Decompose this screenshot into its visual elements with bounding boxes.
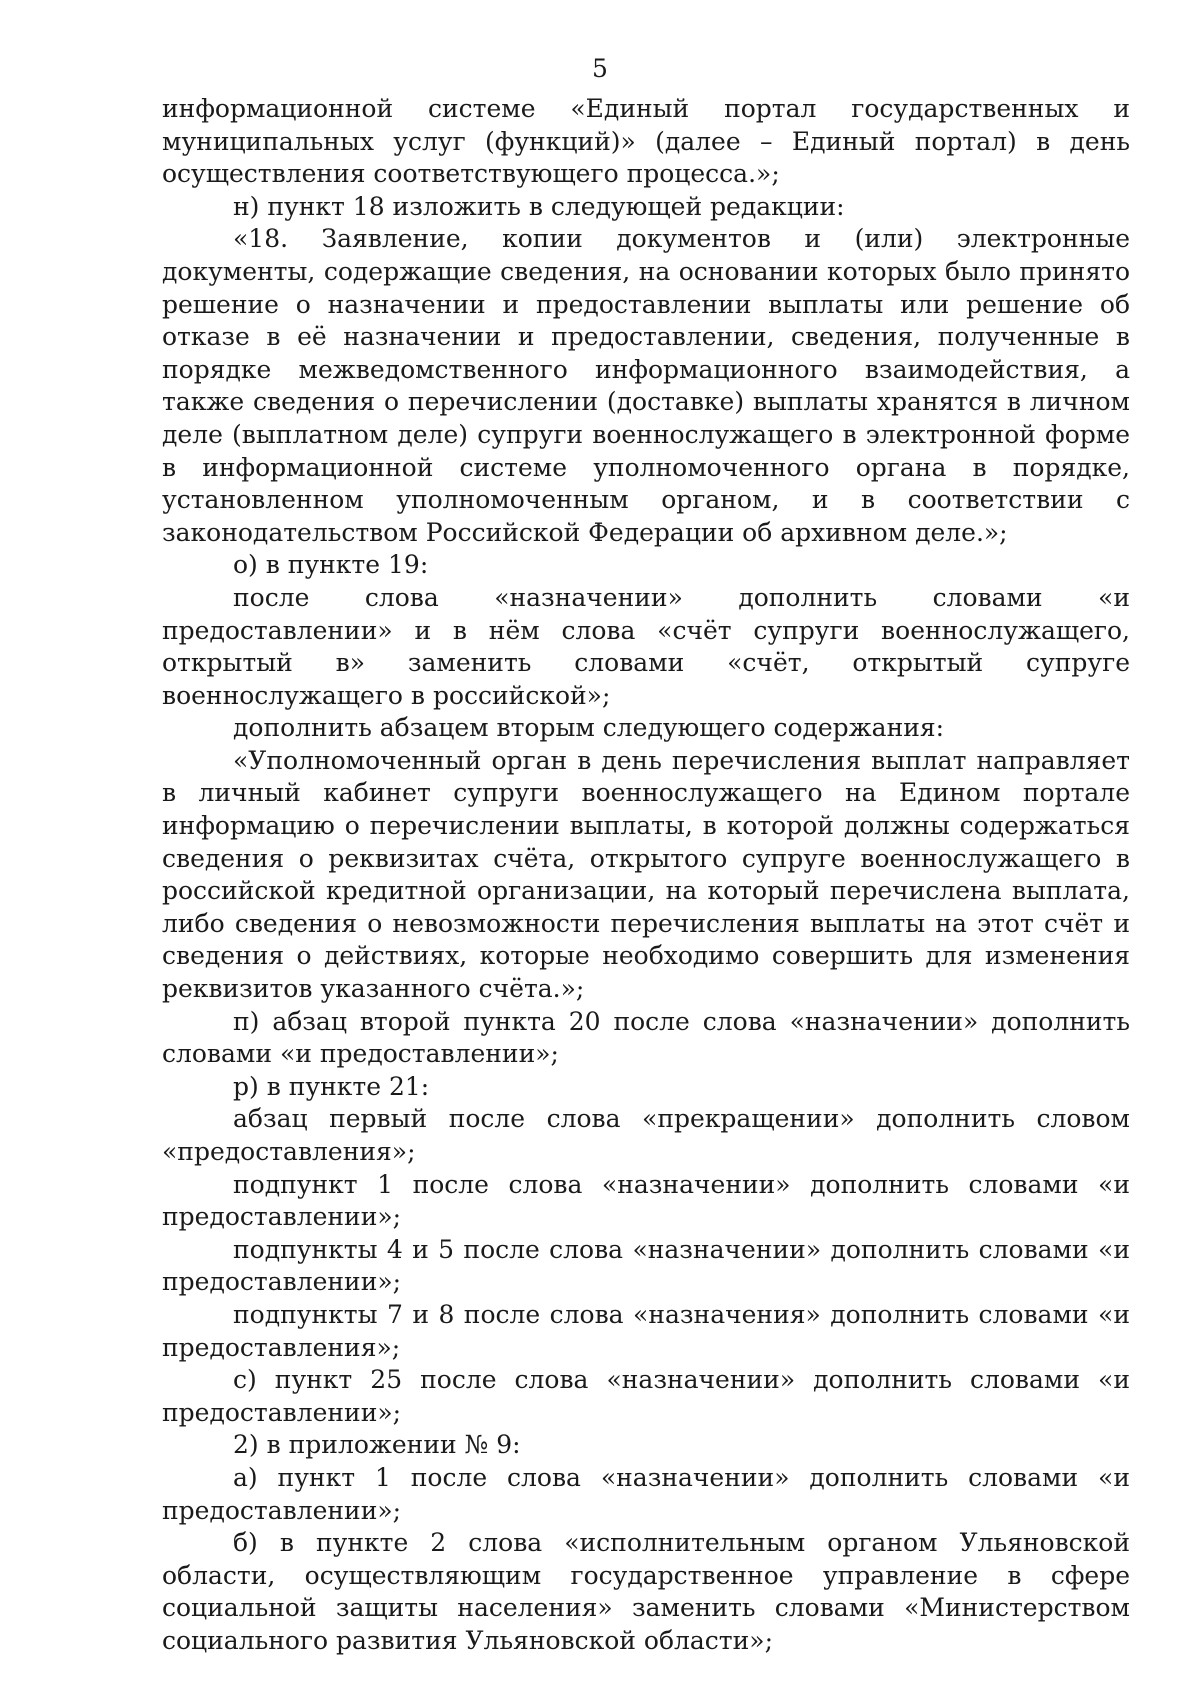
paragraph: а) пункт 1 после слова «назначении» дополнить словами «и предоставлении»; (162, 1462, 1130, 1525)
paragraph: подпункты 7 и 8 после слова «назначения» дополнить словами «и предоставления»; (162, 1299, 1130, 1362)
paragraph: р) в пункте 21: (233, 1071, 430, 1101)
page-number: 5 (592, 54, 608, 83)
paragraph: «18. Заявление, копии документов и (или) электронные документы, содержащие сведения, на основании которых было принято решение о назначении и предоставлении выплаты или решение об отказе в её назначении и предоставлении, сведения, полученные в порядке межведомственного информационного взаимодействия, а также сведения о перечислении (доставке) выплаты хранятся в личном деле (выплатном деле) супруги военнослужащего в электронной форме в информационной системе уполномоченного органа в порядке, установленном уполномоченным органом, и в соответствии с законодательством Российской Федерации об архивном деле.»; (162, 224, 1130, 547)
paragraph: информационной системе «Единый портал государственных и муниципальных услуг (функций)» (далее – Единый портал) в день осуществления соответствующего процесса.»; (162, 94, 1130, 189)
paragraph: «Уполномоченный орган в день перечисления выплат направляет в личный кабинет супруги военнослужащего на Едином портале информацию о перечислении выплаты, в которой должны содержаться сведения о реквизитах счёта, открытого супруге военнослужащего в российской кредитной организации, на который перечислена выплата, либо сведения о невозможности перечисления выплаты на этот счёт и сведения о действиях, которые необходимо совершить для изменения реквизитов указанного счёта.»; (162, 745, 1130, 1004)
paragraph: н) пункт 18 изложить в следующей редакции: (233, 191, 845, 221)
paragraph: 2) в приложении № 9: (233, 1430, 521, 1460)
paragraph: п) абзац второй пункта 20 после слова «назначении» дополнить словами «и предоставлении»; (162, 1006, 1130, 1069)
paragraph: дополнить абзацем вторым следующего содержания: (233, 713, 945, 743)
paragraph: б) в пункте 2 слова «исполнительным органом Ульяновской области, осуществляющим государственное управление в сфере социальной защиты населения» заменить словами «Министерством социального развития Ульяновской области»; (162, 1528, 1130, 1655)
document-body (162, 93, 1130, 1658)
paragraph: о) в пункте 19: (233, 550, 429, 580)
paragraph: подпункт 1 после слова «назначении» дополнить словами «и предоставлении»; (162, 1169, 1130, 1232)
paragraph: абзац первый после слова «прекращении» дополнить словом «предоставления»; (162, 1104, 1130, 1166)
paragraph: с) пункт 25 после слова «назначении» дополнить словами «и предоставлении»; (162, 1365, 1130, 1427)
paragraph: подпункты 4 и 5 после слова «назначении» дополнить словами «и предоставлении»; (162, 1234, 1130, 1297)
paragraph: после слова «назначении» дополнить словами «и предоставлении» и в нём слова «счёт супруги военнослужащего, открытый в» заменить словами «счёт, открытый супруге военнослужащего в российской»; (162, 582, 1130, 710)
